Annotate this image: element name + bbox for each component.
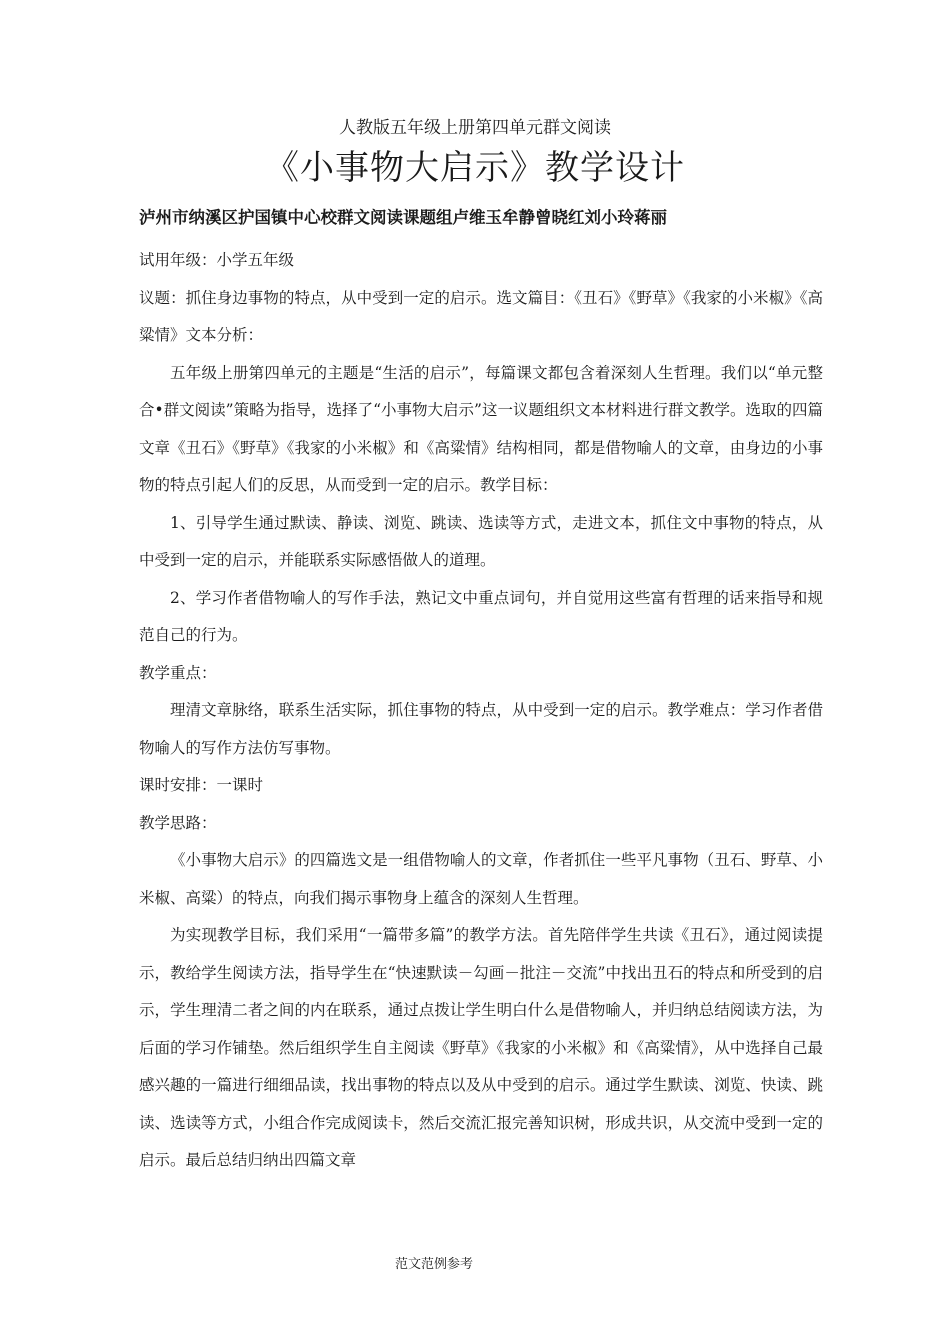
authors-line: 泸州市纳溪区护国镇中心校群文阅读课题组卢维玉牟静曾晓红刘小玲蒋丽: [139, 208, 667, 227]
document-body: [139, 242, 823, 1180]
goal-1-paragraph: 1、引导学生通过默读、静读、浏览、跳读、选读等方式，走进文本，抓住文中事物的特点，从中受到一定的启示，并能联系实际感悟做人的道理。: [139, 513, 823, 569]
document-title: 《小事物大启示》教学设计: [265, 148, 685, 188]
page-footer: 范文范例参考: [395, 1257, 474, 1272]
goal-2-paragraph: 2、学习作者借物喻人的写作手法，熟记文中重点词句，并自觉用这些富有哲理的话来指导和规范自己的行为。: [139, 588, 823, 644]
grade-line: 试用年级：小学五年级: [139, 251, 295, 269]
approach-paragraph-2: 为实现教学目标，我们采用“一篇带多篇”的教学方法。首先陪伴学生共读《丑石》，通过阅读提示，教给学生阅读方法，指导学生在“快速默读－勾画－批注－交流”中找出丑石的特点和所受到的启示，学生理清二者之间的内在联系，通过点拨让学生明白什么是借物喻人，并归纳总结阅读方法，为后面的学习作铺垫。然后组织学生自主阅读《野草》《我家的小米椒》和《高粱情》，从中选择自己最感兴趣的一篇进行细细品读，找出事物的特点以及从中受到的启示。通过学生默读、浏览、快读、跳读、选读等方式，小组合作完成阅读卡，然后交流汇报完善知识树，形成共识，从交流中受到一定的启示。最后总结归纳出四篇文章: [139, 926, 823, 1169]
document-subtitle: 人教版五年级上册第四单元群文阅读: [339, 118, 611, 138]
topic-paragraph: 议题：抓住身边事物的特点，从中受到一定的启示。选文篇目：《丑石》《野草》《我家的小米椒》《高粱情》文本分析：: [139, 288, 823, 344]
key-points-heading: 教学重点：: [139, 663, 217, 682]
approach-paragraph-1: 《小事物大启示》的四篇选文是一组借物喻人的文章，作者抓住一些平凡事物（丑石、野草、小米椒、高粱）的特点，向我们揭示事物身上蕴含的深刻人生哲理。: [139, 851, 823, 907]
analysis-paragraph: 五年级上册第四单元的主题是“生活的启示”，每篇课文都包含着深刻人生哲理。我们以“单元整合•群文阅读”策略为指导，选择了“小事物大启示”这一议题组织文本材料进行群文教学。选取的四篇文章《丑石》《野草》《我家的小米椒》和《高粱情》结构相同，都是借物喻人的文章，由身边的小事物的特点引起人们的反思，从而受到一定的启示。教学目标：: [139, 363, 823, 494]
schedule-line: 课时安排：一课时: [139, 776, 264, 794]
approach-heading: 教学思路：: [139, 813, 217, 832]
key-points-paragraph: 理清文章脉络，联系生活实际，抓住事物的特点，从中受到一定的启示。教学难点：学习作者借物喻人的写作方法仿写事物。: [139, 701, 823, 757]
